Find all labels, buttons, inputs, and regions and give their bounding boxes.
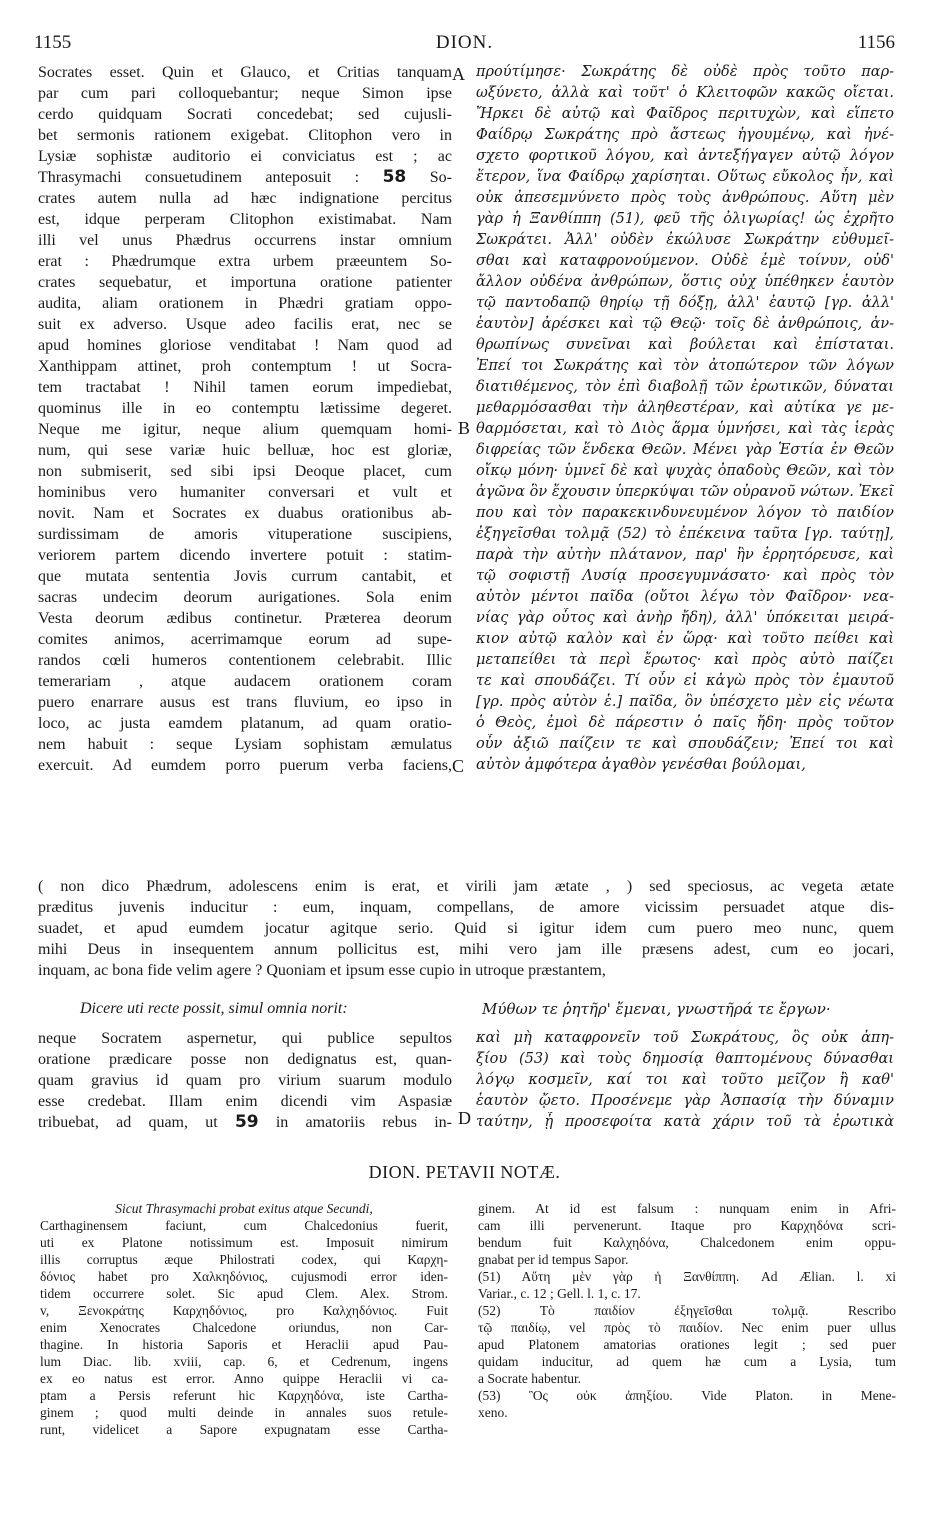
text-line: surdissimam de amoris vituperatione suscipiens,: [38, 526, 452, 543]
text-line: ωξύνετο, ἀλλὰ καὶ τοῦτ' ὁ Κλειτοφῶν κακῶς οἴεται.: [476, 85, 894, 101]
text-line: puero enarrare ausus est trans fluvium, eo ipso in: [38, 694, 452, 711]
text-line: ἐξηγεῖσθαι τολμᾷ (52) τὸ ἐπέκεινα ταῦτα [γρ. ταύτῃ],: [476, 526, 894, 542]
text-line: ταύτην, ᾗ προσεφοίτα κατὰ χάριν τοῦ τὰ ἐρωτικὰ: [476, 1114, 894, 1130]
greek-column: [476, 62, 894, 776]
text-line: ginem ; quod multi deinde in annales suos retule-: [40, 1405, 448, 1420]
text-line: est, idque perperam Clitophon existimabat. Nam: [38, 211, 452, 228]
text-line: temerariam , atque audacem orationem coram: [38, 673, 452, 690]
text-line: Xanthippam attinet, proh contemptum ! ut Socra-: [38, 358, 452, 375]
text-line: crates sequebatur, et importuna oratione patienter: [38, 274, 452, 291]
text-line: Ἤρκει δὲ αὐτῷ καὶ Φαῖδρος περιτυχὼν, καὶ εἵπετο: [476, 106, 894, 122]
text-line: οὖν ἀξιῶ παίζειν τε καὶ σπουδάζειν; Ἐπεί τοι καὶ: [476, 736, 894, 752]
text-line: xeno.: [478, 1405, 508, 1420]
text-line: μεταπείθει τὰ περὶ ἔρωτος· καὶ πρὸς αὐτὸ παίζει: [476, 652, 894, 668]
text-line: Ἐπεί τοι Σωκράτης καὶ τὸν ἀτοπώτερον τῶν λόγων: [476, 358, 894, 374]
text-line: apud homines gloriose venditabat ! Nam quod ad: [38, 337, 452, 354]
text-line: θρωπίνως συνεῖναι καὶ βούλεται καὶ ἐπίσταται.: [476, 337, 894, 353]
page-number-right: 1156: [857, 32, 895, 53]
text-line: illi vel unus Phædrus occurrens instar omnium: [38, 232, 452, 249]
text-line: que mutata sententia Jovis currum cantabit, et: [38, 568, 452, 585]
text-line: runt, videlicet a Sapore expugnatam esse Cartha-: [40, 1422, 448, 1437]
text-line: [γρ. πρὸς αὐτὸν ἑ.] παῖδα, ὃν ὑπέσχετο μὲν εἰς νέωτα: [476, 694, 894, 710]
text-line: θαρμόσεται, καὶ τὸ Διὸς ἅρμα ὑμνήσει, καὶ τὰς ἱερὰς: [476, 421, 894, 437]
text-line: ptam a Persis referunt hic Καρχηδόνα, iste Cartha-: [40, 1388, 448, 1403]
text-line: tidem occurrere solet. Sic apud Clem. Alex. Strom.: [40, 1286, 448, 1301]
text-line: par cum pari colloquebantur; neque Simon ipse: [38, 85, 452, 102]
text-line: exercuit. Ad eumdem porro puerum verba faciens,: [38, 757, 452, 774]
text-line: inquam, ac bona fide velim agere ? Quoniam et ipsum esse cupio in utroque præstantem,: [38, 962, 606, 979]
text-line: loco, ac justa eamdem platanum, ad quam oratio-: [38, 715, 452, 732]
text-line: παρὰ τὴν αὐτὴν πλάτανον, παρ' ἣν ἐρρητόρευσε, καὶ: [476, 547, 894, 563]
text-line: τε καὶ σπουδάζει. Τί οὖν εἰ κἀγὼ πρὸς τὸν ἐμαυτοῦ: [476, 673, 894, 689]
text-line: δόνιος habet pro Χαλκηδόνιος, cujusmodi error iden-: [40, 1269, 448, 1284]
section-number: 58: [382, 167, 407, 187]
text-line: τῷ παιδίῳ, vel πρὸς τὸ παιδίον. Nec enim puer ullus: [478, 1320, 896, 1335]
text-line: ἕτερον, ἵνα Φαίδρῳ χαρίσηται. Οὕτως εὔκολος ἦν, καὶ: [476, 169, 894, 185]
text-line: ginem. At id est falsum : nunquam enim in Afri-: [478, 1201, 896, 1216]
text-line: esse credebat. Illam enim dicendi vim Aspasiæ: [38, 1093, 452, 1110]
text-line: σχετο φορτικοῦ λόγου, καὶ ἀντεξήγαγεν αὐτῷ λόγον: [476, 148, 894, 164]
text-line: randos cœli humeros contentionem celebrabit. Illic: [38, 652, 452, 669]
text-line: προύτίμησε· Σωκράτης δὲ οὐδὲ πρὸς τοῦτο παρ-: [476, 64, 894, 80]
text-line: σθαι καὶ καταφρονούμενον. Οὐδὲ ἐμὲ τοίνυν, οὐδ': [476, 253, 894, 269]
text-line: καὶ μὴ καταφρονεῖν τοῦ Σωκράτους, ὃς οὐκ ἀπη-: [476, 1030, 894, 1046]
text-line: ἄλλον οὐδένα ἀνθρώπων, ὅστις οὐχ ὑπέθηκεν ἑαυτὸν: [476, 274, 894, 290]
text-line: Sicut Thrasymachi probat exitus atque Secundi,: [115, 1201, 373, 1216]
text-line: audita, aliam orationem in Phædri gratiam oppo-: [38, 295, 452, 312]
text-line: ἑαυτὸν] ἀρέσκει καὶ τῷ Θεῷ· τοῖς δὲ ἀνθρώποις, ἀν-: [476, 316, 894, 332]
text-line: Socrates esset. Quin et Glauco, et Critias tanquam: [38, 64, 452, 81]
text-line: sacras undecim deorum aurigationes. Sola enim: [38, 589, 452, 606]
latin-column: [38, 62, 452, 776]
margin-letter-c: C: [452, 756, 465, 776]
text-line: Vesta deorum ædibus continetur. Præterea deorum: [38, 610, 452, 627]
text-line: novit. Nam et Socrates ex duabus orationibus ab-: [38, 505, 452, 522]
text-line: nem habuit : seque Lysiam sophistam æmulatus: [38, 736, 452, 753]
notes-left-column: [40, 1200, 448, 1438]
text-line: enim Xenocrates Chalcedone oriundus, non Car-: [40, 1320, 448, 1335]
text-line: Variar., c. 12 ; Gell. l. 1, c. 17.: [478, 1286, 641, 1301]
text-line: non submiserit, sed sibi ipsi Deoque placet, cum: [38, 463, 452, 480]
text-line: veriorem partem dicendo invertere potuit : statim-: [38, 547, 452, 564]
running-header: [0, 32, 929, 62]
margin-letter-d: D: [458, 1108, 471, 1128]
text-line: suit ex adverso. Usque adeo facilis erat, nec se: [38, 316, 452, 333]
text-line: (53) Ὃς οὐκ ἀπηξίου. Vide Platon. in Mene-: [478, 1388, 896, 1403]
text-line: tem tractabat ! Nihil tamen eorum impediebat,: [38, 379, 452, 396]
text-line: νίας γὰρ οὗτος καὶ ἀνὴρ ἤδη), ἀλλ' ὑπόκειται μειρά-: [476, 610, 894, 626]
text-line: præditus juvenis inducitur : eum, inquam, compellans, de amore vicissim persuadet atque dis-: [38, 899, 894, 916]
latin-lower-column: [38, 1028, 452, 1133]
text-line: οἴκῳ μόνη· ὑμνεῖ δὲ καὶ ψυχὰς ὀπαδοὺς Θεῶν, καὶ τὸν: [476, 463, 894, 479]
text-line: crates autem nulla ad hæc indignatione percitus: [38, 190, 452, 207]
text-line: suadet, et apud eumdem jocatur agitque serio. Quid si igitur idem cum puero meo nunc, quem: [38, 920, 894, 937]
text-line: bet sermonis rationem exigebat. Clitophon vero in: [38, 127, 452, 144]
text-line: hominibus vero humaniter conversari et vult et: [38, 484, 452, 501]
text-line: quominus ille in eo contemptu lætissime degeret.: [38, 400, 452, 417]
text-line: erat : Phædrumque extra urbem præeuntem So-: [38, 253, 452, 270]
text-line: που καὶ τὸν παρακεκινδυνευμένον λόγον τὸ παιδίον: [476, 505, 894, 521]
margin-letter-a: A: [452, 64, 465, 84]
text-line: λόγῳ κοσμεῖν, καί τοι καὶ τοῦτο μεῖζον ἢ καθ': [476, 1072, 894, 1088]
text-line: uti ex Platone notissimum est. Imposuit nimirum: [40, 1235, 448, 1250]
text-line: apud Platonem amatorias orationes legit ; sed puer: [478, 1337, 896, 1352]
text-line: Thrasymachi consuetudinem anteposuit : 58 So-: [38, 167, 452, 187]
text-line: οὐκ ἀπεσεμνύνετο πρὸς τοὺς ἀνθρώπους. Αὕτη μὲν: [476, 190, 894, 206]
text-line: oratione prædicare posse non dedignatus est, quan-: [38, 1051, 452, 1068]
text-line: Lysiæ sophistæ auditorio ei conviciatus est ; ac: [38, 148, 452, 165]
text-line: μεθαρμόσασθαι τὴν ἀληθεστέραν, καὶ αὐτίκα γε με-: [476, 400, 894, 416]
text-line: τῷ σοφιστῇ Λυσίᾳ προσεγυμνάσατο· καὶ πρὸς τὸν: [476, 568, 894, 584]
text-line: κιον αὐτῷ καλὸν καὶ ἐν ὥρᾳ· καὶ τοῦτο πείθει καὶ: [476, 631, 894, 647]
text-line: Σωκράτει. Ἀλλ' οὐδὲν ἐκώλυσε Σωκράτην εὐθυμεῖ-: [476, 232, 894, 248]
greek-lower-column: [476, 1028, 894, 1133]
section-number: 59: [234, 1112, 259, 1132]
text-line: ἀγῶνα ὃν ἔχουσιν ὑπερκύψαι τῶν οὐρανοῦ νώτων. Ἐκεῖ: [476, 484, 894, 500]
text-line: γὰρ ἡ Ξανθίππη (51), φεῦ τῆς ὀλιγωρίας! ὡς ἐχρῆτο: [476, 211, 894, 227]
text-line: αὐτὸν μέντοι παῖδα (οὔτοι λέγω τὸν Φαῖδρον· νεα-: [476, 589, 894, 605]
text-line: v, Ξενοκράτης Καρχηδόνιος, pro Καλχηδόνιος. Fuit: [40, 1303, 448, 1318]
page-number-left: 1155: [34, 32, 72, 53]
full-width-paragraph: [38, 876, 894, 981]
text-line: ὁ Θεὸς, ἐμοὶ δὲ πάρεστιν ὁ παῖς ἤδη· πρὸς τοῦτον: [476, 715, 894, 731]
text-line: Neque me igitur, neque alium quemquam homi-: [38, 421, 452, 438]
text-line: quam gravius id quam pro virium suarum modulo: [38, 1072, 452, 1089]
text-line: τῷ παντοδαπῷ θηρίῳ τῇ δόξῃ, ἀλλ' ἑαυτῷ [γρ. ἀλλ': [476, 295, 894, 311]
text-line: lum Diac. lib. xviii, cap. 6, et Cedrenum, ingens: [40, 1354, 448, 1369]
text-line: thagine. In historia Saporis et Heraclii apud Pau-: [40, 1337, 448, 1352]
text-line: διφρείας τῶν ἕνδεκα Θεῶν. Μένει γὰρ Ἑστία ἐν Θεῶν: [476, 442, 894, 458]
text-line: διατιθέμενος, τὸν ἐπὶ διαβολῇ τῶν ἐρωτικῶν, δύναται: [476, 379, 894, 395]
text-line: comites animos, acerrimamque eorum ad supe-: [38, 631, 452, 648]
text-line: tribuebat, ad quam, ut 59 in amatoriis rebus in-: [38, 1112, 452, 1132]
text-line: ex eo natus est error. Anno quippe Heraclii vi ca-: [40, 1371, 448, 1386]
margin-letter-b: B: [458, 418, 471, 438]
verse-greek: Μύθων τε ῥητῆρ' ἔμεναι, γνωστῆρά τε ἔργων·: [482, 1000, 831, 1018]
notes-right-column: [478, 1200, 896, 1421]
verse-latin: Dicere uti recte possit, simul omnia norit:: [80, 1000, 348, 1017]
text-line: mihi Deus in insequentem annum pollicitus est, mihi vero jam ille præsens adest, cum eo jocari,: [38, 941, 894, 958]
text-line: (52) Τὸ παιδίον ἐξηγεῖσθαι τολμᾷ. Rescribo: [478, 1303, 896, 1318]
text-line: ξίου (53) καὶ τοὺς δημοσίᾳ θαπτομένους δύνασθαι: [476, 1051, 894, 1067]
running-title: DION.: [435, 32, 494, 53]
text-line: quidam inducitur, ad quem hæ cum a Lysia, tum: [478, 1354, 896, 1369]
text-line: (51) Αὕτη μὲν γὰρ ἡ Ξανθίππη. Ad Ælian. l. xi: [478, 1269, 896, 1284]
text-line: ἑαυτὸν ᾤετο. Προσένεμε γὰρ Ἀσπασίᾳ τὴν δύναμιν: [476, 1093, 894, 1109]
text-line: neque Socratem aspernetur, qui publice sepultos: [38, 1030, 452, 1047]
text-line: Carthaginensem faciunt, cum Chalcedonius fuerit,: [40, 1218, 448, 1233]
text-line: cerdo quidquam Socrati concedebat; sed cujusli-: [38, 106, 452, 123]
notes-section-title: DION. PETAVII NOTÆ.: [368, 1162, 561, 1182]
text-line: Φαίδρῳ Σωκράτης πρὸ ἄστεως ἡγουμένῳ, καὶ ἠνέ-: [476, 127, 894, 143]
text-line: cam illi pervenerunt. Itaque pro Καρχηδόνα scri-: [478, 1218, 896, 1233]
text-line: illis corruptus æque Philostrati codex, qui Καρχη-: [40, 1252, 448, 1267]
text-line: gnabat per id tempus Sapor.: [478, 1252, 629, 1267]
text-line: a Socrate habentur.: [478, 1371, 582, 1386]
text-line: bendum fuit Καλχηδόνα, Chalcedonem enim oppu-: [478, 1235, 896, 1250]
text-line: num, qui sese variæ huic belluæ, hoc est gloriæ,: [38, 442, 452, 459]
text-line: αὐτὸν ἀμφότερα ἀγαθὸν γενέσθαι βούλομαι,: [476, 757, 806, 773]
text-line: ( non dico Phædrum, adolescens enim is erat, et virili jam ætate , ) sed speciosus, ac vegeta ætate: [38, 878, 894, 895]
